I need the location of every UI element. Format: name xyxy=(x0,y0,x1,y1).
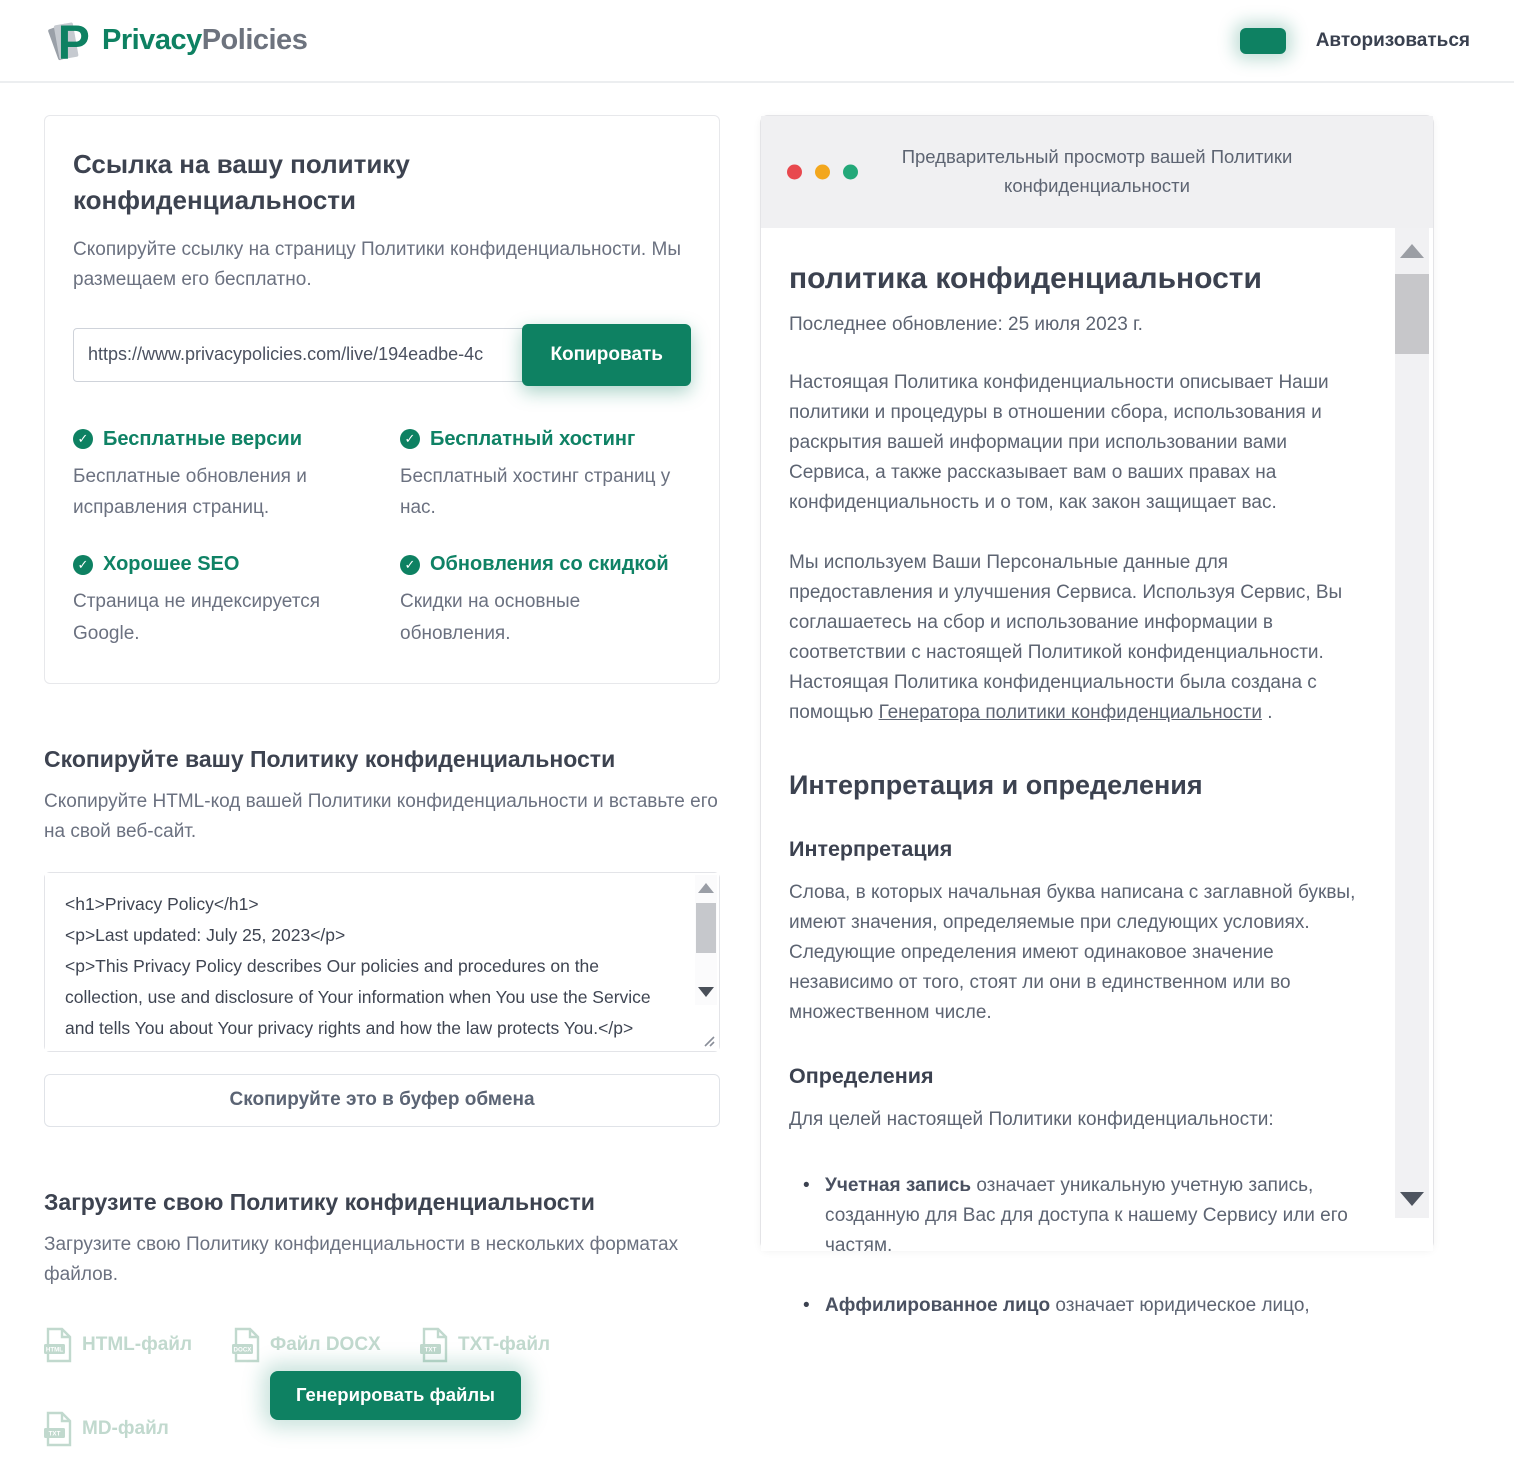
brand-logo-icon xyxy=(44,15,96,67)
interpretation-subheading: Интерпретация xyxy=(789,837,953,862)
policy-url-input[interactable] xyxy=(73,328,530,382)
check-icon: ✓ xyxy=(73,429,93,449)
scroll-down-icon[interactable] xyxy=(1400,1192,1424,1206)
policy-preview-panel xyxy=(760,115,1434,1317)
download-section-title: Загрузите свою Политику конфиденциальности xyxy=(44,1188,595,1215)
check-icon: ✓ xyxy=(73,555,93,575)
preview-header xyxy=(761,116,1433,228)
download-txt-file[interactable] xyxy=(420,1327,608,1363)
brand-logo[interactable] xyxy=(44,15,307,67)
svg-text:HTML: HTML xyxy=(45,1346,64,1354)
definition-term: Учетная запись xyxy=(825,1175,972,1197)
download-section xyxy=(44,1189,720,1457)
svg-text:TXT: TXT xyxy=(48,1430,61,1438)
copy-html-section xyxy=(44,746,720,1127)
policy-link-card xyxy=(44,115,720,684)
feature-description: Страница не индексируется Google. xyxy=(73,591,320,644)
policy-title: политика конфиденциальности xyxy=(789,262,1262,295)
brand-name-secondary: Policies xyxy=(201,24,308,56)
list-item xyxy=(799,1291,1357,1321)
feature-title: Хорошее SEO xyxy=(103,553,240,576)
scrollbar-thumb[interactable] xyxy=(696,903,716,953)
feature-discount-updates xyxy=(400,553,691,649)
resize-handle-icon[interactable] xyxy=(701,1033,715,1047)
paragraph-text: . xyxy=(1267,702,1273,724)
preview-scrollbar xyxy=(1395,228,1429,1218)
file-label: HTML-файл xyxy=(82,1333,193,1355)
privacy-generator-link[interactable]: Генератора политики конфиденциальности xyxy=(878,702,1262,724)
textarea-scrollbar xyxy=(695,875,717,1005)
feature-description: Бесплатные обновления и исправления страниц. xyxy=(73,465,307,518)
download-html-file[interactable] xyxy=(44,1327,232,1363)
interpretation-text: Слова, в которых начальная буква написана с заглавной буквы, имеют значения, определяемые при следующих условиях. Следующие определения имеют одинаковое значение независимо от того, стоят ли они в единственном или во множественном числе. xyxy=(789,882,1356,1024)
definition-term: Аффилированное лицо xyxy=(825,1295,1051,1317)
copy-to-clipboard-button[interactable]: Скопируйте это в буфер обмена xyxy=(44,1074,720,1127)
feature-title: Обновления со скидкой xyxy=(430,553,669,576)
download-md-file[interactable] xyxy=(44,1411,232,1447)
download-docx-file[interactable] xyxy=(232,1327,420,1363)
definitions-intro: Для целей настоящей Политики конфиденциальности: xyxy=(789,1109,1274,1131)
preview-title: Предварительный просмотр вашей Политики конфиденциальности xyxy=(901,146,1293,196)
policy-url-row xyxy=(73,324,691,386)
file-downloads xyxy=(44,1327,720,1457)
scroll-down-icon[interactable] xyxy=(698,987,714,997)
html-code-box xyxy=(44,872,720,1052)
txt-file-icon xyxy=(420,1327,450,1363)
paragraph-text: Мы используем Ваши Персональные данные для предоставления и улучшения Сервиса. Используя Сервис, Вы соглашаетесь на сбор и использование информации в соответствии с настоящей Политикой конфиденциальности. Настоящая Политика конфиденциальности была создана с помощью xyxy=(789,552,1343,724)
feature-description: Скидки на основные обновления. xyxy=(400,591,581,644)
policy-paragraph xyxy=(789,548,1357,728)
traffic-light-green-icon xyxy=(843,165,858,180)
link-card-subtitle: Скопируйте ссылку на страницу Политики конфиденциальности. Мы размещаем его бесплатно. xyxy=(73,238,681,291)
link-card-title: Ссылка на вашу политику конфиденциальности xyxy=(73,149,410,216)
policy-last-updated: Последнее обновление: 25 июля 2023 г. xyxy=(789,314,1143,335)
svg-text:P: P xyxy=(57,14,90,69)
svg-text:DOCX: DOCX xyxy=(233,1346,252,1354)
feature-description: Бесплатный хостинг страниц у нас. xyxy=(400,465,671,518)
feature-title: Бесплатный хостинг xyxy=(430,427,636,450)
scrollbar-thumb[interactable] xyxy=(1395,274,1429,354)
feature-title: Бесплатные версии xyxy=(103,427,302,450)
feature-grid xyxy=(73,428,691,649)
feature-good-seo xyxy=(73,553,364,649)
scroll-up-icon[interactable] xyxy=(1400,244,1424,258)
docx-file-icon xyxy=(232,1327,262,1363)
policy-paragraph: Настоящая Политика конфиденциальности описывает Наши политики и процедуры в отношении сбора, использования и раскрытия вашей информации при использовании вами Сервиса, а также рассказывает вам о ваших правах на конфиденциальность и о том, как закон защищает вас. xyxy=(789,372,1329,514)
html-code-textarea[interactable] xyxy=(45,873,719,1051)
svg-text:TXT: TXT xyxy=(424,1346,437,1354)
copy-link-button[interactable]: Копировать xyxy=(522,324,691,386)
brand-name xyxy=(102,24,307,57)
md-file-icon xyxy=(44,1411,74,1447)
check-icon: ✓ xyxy=(400,429,420,449)
main-content xyxy=(0,83,1514,1457)
feature-free-hosting xyxy=(400,428,691,524)
check-icon: ✓ xyxy=(400,555,420,575)
list-item xyxy=(799,1171,1357,1261)
copy-section-title: Скопируйте вашу Политику конфиденциальности xyxy=(44,745,616,772)
definition-text: означает юридическое лицо, xyxy=(1055,1295,1310,1317)
preview-body xyxy=(761,228,1433,1317)
header xyxy=(0,0,1514,83)
definitions-list xyxy=(799,1171,1357,1321)
file-label: Файл DOCX xyxy=(270,1333,381,1355)
html-file-icon xyxy=(44,1327,74,1363)
login-link[interactable]: Авторизоваться xyxy=(1315,29,1470,51)
interpretation-definitions-heading: Интерпретация и определения xyxy=(789,770,1203,801)
definitions-subheading: Определения xyxy=(789,1064,934,1089)
feature-free-versions xyxy=(73,428,364,524)
generate-files-button[interactable]: Генерировать файлы xyxy=(270,1371,521,1420)
copy-section-subtitle: Скопируйте HTML-код вашей Политики конфиденциальности и вставьте его на свой веб-сайт. xyxy=(44,790,718,843)
traffic-light-red-icon xyxy=(787,165,802,180)
scroll-up-icon[interactable] xyxy=(698,883,714,893)
file-label: TXT-файл xyxy=(458,1333,551,1355)
file-label: MD-файл xyxy=(82,1417,169,1439)
header-toggle[interactable] xyxy=(1240,28,1286,54)
brand-name-primary: Privacy xyxy=(102,24,202,56)
definition-text: означает уникальную учетную запись, созданную для Вас для доступа к нашему Сервису или его частям. xyxy=(825,1175,1348,1257)
traffic-light-yellow-icon xyxy=(815,165,830,180)
download-section-subtitle: Загрузите свою Политику конфиденциальности в нескольких форматах файлов. xyxy=(44,1233,679,1286)
